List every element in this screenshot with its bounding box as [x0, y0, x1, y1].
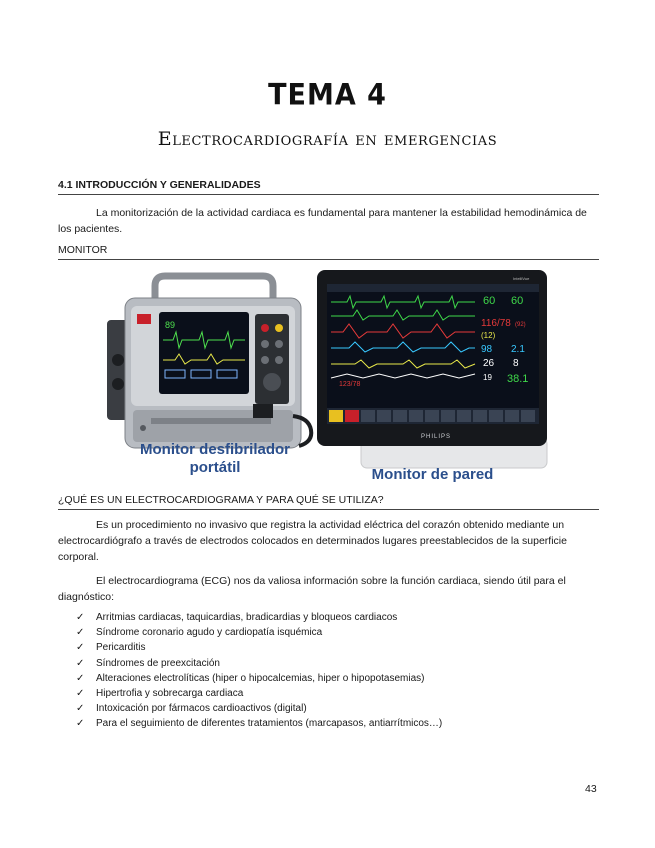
- list-item: [76, 640, 442, 655]
- wall-hr-readout: 60: [483, 295, 496, 307]
- check-icon: ✓: [76, 627, 85, 639]
- intellivue-label: IntelliVue: [513, 276, 530, 281]
- list-item: [76, 686, 442, 701]
- check-icon: ✓: [76, 612, 85, 623]
- list-item: [76, 701, 442, 716]
- list-item-text: Pericarditis: [96, 642, 146, 654]
- defibrillator-image: [107, 276, 311, 448]
- list-item: [76, 625, 442, 640]
- section-heading-intro: 4.1 INTRODUCCIÓN Y GENERALIDADES: [58, 179, 599, 195]
- list-item: [76, 716, 442, 731]
- wall-etco2-readout: 19: [483, 373, 492, 382]
- wall-spo2-readout: 98: [481, 344, 493, 355]
- wall-nbp-readout: 123/78: [339, 381, 361, 388]
- list-item-text: Para el seguimiento de diferentes tratamientos (marcapasos, antiarrítmicos…): [96, 718, 443, 730]
- check-icon: ✓: [76, 703, 85, 715]
- check-icon: ✓: [76, 642, 85, 654]
- list-item-text: Alteraciones electrolíticas (hiper o hipocalcemias, hiper o hipopotasemias): [96, 672, 425, 684]
- wall-co-readout: 2.1: [511, 344, 525, 355]
- check-icon: ✓: [76, 687, 85, 699]
- wall-cvp-readout: 8: [513, 358, 519, 369]
- list-item-text: Arritmias cardiacas, taquicardias, bradicardias y bloqueos cardiacos: [96, 612, 398, 623]
- wall-map-readout: (92): [515, 322, 526, 328]
- defib-hr-readout: 89: [165, 320, 176, 330]
- list-item: [76, 610, 442, 625]
- wall-monitor-image: [317, 270, 547, 468]
- wall-rr-readout: 26: [483, 358, 495, 369]
- diagnosis-list: [76, 610, 442, 732]
- philips-logo: PHILIPS: [421, 434, 452, 440]
- list-item-text: Síndrome coronario agudo y cardiopatía isquémica: [96, 627, 323, 639]
- check-icon: ✓: [76, 672, 85, 684]
- list-item-text: Síndromes de preexcitación: [96, 657, 220, 669]
- list-item: [76, 656, 442, 671]
- wall-abp-readout: 116/78: [481, 318, 511, 329]
- section-heading-ecg: ¿QUÉ ES UN ELECTROCARDIOGRAMA Y PARA QUÉ SE UTILIZA?: [58, 494, 599, 510]
- caption-wall-monitor: Monitor de pared: [371, 466, 494, 483]
- section-heading-monitor: MONITOR: [58, 244, 599, 260]
- check-icon: ✓: [76, 657, 85, 669]
- page-number: 43: [585, 783, 597, 795]
- wall-temp-readout: 38.1: [507, 373, 529, 385]
- list-item: [76, 671, 442, 686]
- caption-portable-defibrillator: Monitor desfibrilador portátil: [140, 441, 290, 476]
- list-item-text: Hipertrofia y sobrecarga cardiaca: [96, 687, 244, 699]
- chapter-subtitle: Electrocardiografía en emergencias: [157, 128, 498, 150]
- ecg-definition-paragraph: Es un procedimiento no invasivo que registra la actividad eléctrica del corazón obtenido mediante un electrocardiógrafo a través de electrodos colocados en determinados lugares preestablecidos de la superficie corporal.: [58, 519, 567, 563]
- wall-pap-readout: (12): [481, 331, 496, 340]
- intro-paragraph: La monitorización de la actividad cardiaca es fundamental para mantener la estabilidad hemodinámica de los pacientes.: [58, 207, 587, 235]
- wall-pulse-readout: 60: [511, 295, 524, 307]
- check-icon: ✓: [76, 718, 85, 730]
- list-item-text: Intoxicación por fármacos cardioactivos (digital): [96, 703, 307, 715]
- chapter-title: TEMA 4: [268, 78, 387, 113]
- ecg-usage-paragraph: El electrocardiograma (ECG) nos da valiosa información sobre la función cardiaca, siendo útil para el diagnóstico:: [58, 575, 566, 603]
